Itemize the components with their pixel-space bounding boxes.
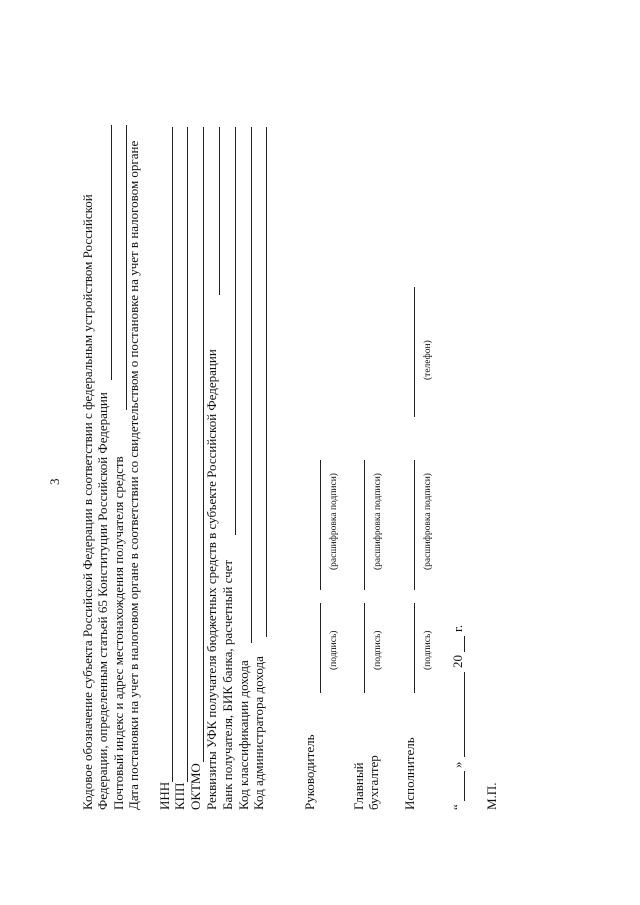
stamp-label: М.П.: [484, 782, 499, 810]
field-kpp: КПП: [172, 782, 187, 810]
executor-decode-caption: (расшифровка подписи): [423, 473, 433, 570]
accountant-decode-caption: (расшифровка подписи): [373, 473, 383, 570]
executor-phone-caption: (телефон): [423, 340, 433, 380]
executor-label: Исполнитель: [402, 737, 417, 810]
executor-sign-caption: (подпись): [423, 630, 433, 670]
field-inn-line[interactable]: [172, 127, 173, 782]
executor-decode-line[interactable]: [414, 460, 415, 590]
date-year-suffix: г.: [450, 624, 465, 632]
accountant-label-1: Главный: [351, 762, 366, 810]
field-ufk: Реквизиты УФК получателя бюджетных средств в субъекте Российской Федерации: [204, 349, 219, 810]
head-sign-line[interactable]: [320, 603, 321, 693]
accountant-decode-line[interactable]: [364, 460, 365, 590]
field-admin-code: Код администратора дохода: [251, 656, 266, 810]
date-month-line[interactable]: [464, 672, 465, 757]
field-kpp-line[interactable]: [187, 127, 188, 782]
date-year-line[interactable]: [464, 636, 465, 652]
field-inn: ИНН: [157, 781, 172, 810]
executor-phone-line[interactable]: [414, 287, 415, 417]
executor-sign-line[interactable]: [414, 603, 415, 693]
field-admin-code-line[interactable]: [266, 127, 267, 637]
field-ufk-line[interactable]: [219, 127, 220, 295]
head-decode-line[interactable]: [320, 460, 321, 590]
field-bank-line[interactable]: [235, 127, 236, 535]
accountant-label-2: бухгалтер: [366, 755, 381, 810]
head-decode-caption: (расшифровка подписи): [329, 473, 339, 570]
date-open-quote: “: [450, 804, 465, 810]
field-oktmo: ОКТМО: [188, 763, 203, 810]
header-line-4: Дата постановки на учет в налоговом органе в соответствии со свидетельством о постановке на учет в налоговом органе: [126, 140, 141, 810]
header-line-2-fill: [111, 125, 112, 380]
date-close-quote: »: [450, 761, 465, 768]
header-line-1: Кодовое обозначение субъекта Российской Федерации в соответствии с федеральным устройством Российской: [80, 194, 95, 810]
date-year-prefix: 20: [450, 655, 465, 668]
head-label: Руководитель: [302, 734, 317, 810]
header-line-3: Почтовый индекс и адрес местонахождения получателя средств: [111, 456, 126, 810]
accountant-sign-caption: (подпись): [373, 630, 383, 670]
field-income-code-line[interactable]: [251, 127, 252, 643]
page-number: 3: [47, 478, 62, 485]
field-income-code: Код классификации дохода: [236, 660, 251, 810]
header-line-2: Федерации, определенным статьей 65 Конституции Российской Федерации: [95, 392, 110, 810]
head-sign-caption: (подпись): [329, 630, 339, 670]
accountant-sign-line[interactable]: [364, 603, 365, 693]
date-day-line[interactable]: [464, 771, 465, 801]
field-bank: Банк получателя, БИК банка, расчетный счет: [220, 559, 235, 810]
